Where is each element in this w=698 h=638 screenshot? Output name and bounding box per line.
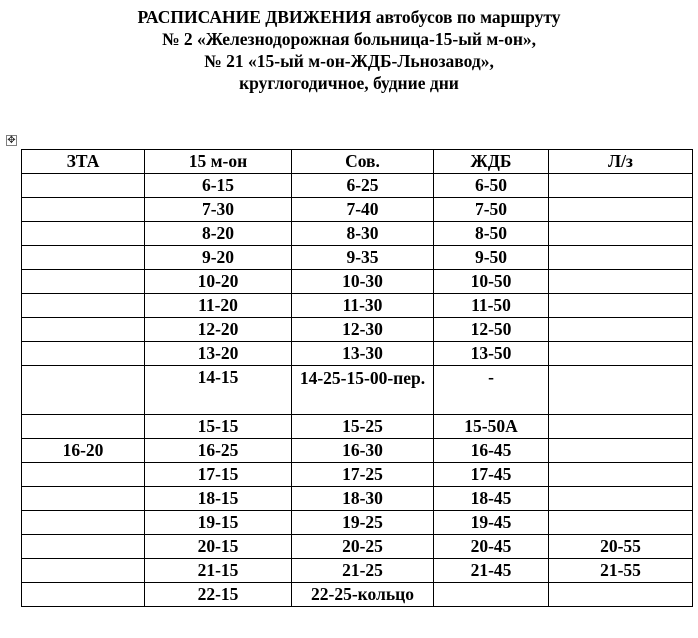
table-cell: 7-30 (145, 198, 292, 222)
table-cell: 21-55 (549, 559, 693, 583)
table-cell: 21-25 (292, 559, 434, 583)
table-cell: 6-50 (434, 174, 549, 198)
table-cell: 13-50 (434, 342, 549, 366)
table-cell (549, 439, 693, 463)
schedule-title (0, 6, 698, 94)
table-cell: 12-20 (145, 318, 292, 342)
table-cell: 19-45 (434, 511, 549, 535)
schedule-table (21, 149, 693, 607)
table-cell: 20-55 (549, 535, 693, 559)
table-cell: 17-25 (292, 463, 434, 487)
table-cell: 10-50 (434, 270, 549, 294)
table-cell: 7-40 (292, 198, 434, 222)
table-row (22, 270, 693, 294)
table-cell: 20-25 (292, 535, 434, 559)
table-cell (22, 559, 145, 583)
table-cell: 6-15 (145, 174, 292, 198)
table-row (22, 294, 693, 318)
table-cell (22, 174, 145, 198)
table-cell (22, 318, 145, 342)
table-cell (22, 246, 145, 270)
table-cell (549, 366, 693, 415)
column-header: Л/з (549, 150, 693, 174)
table-row (22, 366, 693, 415)
table-row (22, 174, 693, 198)
table-cell (549, 198, 693, 222)
table-cell (549, 318, 693, 342)
column-header: 15 м-он (145, 150, 292, 174)
table-row (22, 342, 693, 366)
table-cell: 9-20 (145, 246, 292, 270)
table-cell (549, 583, 693, 607)
table-row (22, 222, 693, 246)
table-row (22, 246, 693, 270)
table-cell: - (434, 366, 549, 415)
table-cell: 18-15 (145, 487, 292, 511)
table-cell: 17-15 (145, 463, 292, 487)
table-cell: 8-30 (292, 222, 434, 246)
table-row (22, 318, 693, 342)
table-cell: 15-50А (434, 415, 549, 439)
table-cell: 9-35 (292, 246, 434, 270)
table-cell: 18-30 (292, 487, 434, 511)
table-cell (22, 366, 145, 415)
table-cell (22, 487, 145, 511)
table-cell: 18-45 (434, 487, 549, 511)
table-cell: 12-50 (434, 318, 549, 342)
table-row (22, 439, 693, 463)
table-cell (22, 535, 145, 559)
table-cell (549, 270, 693, 294)
table-cell: 16-25 (145, 439, 292, 463)
table-cell: 15-25 (292, 415, 434, 439)
table-cell: 7-50 (434, 198, 549, 222)
table-cell: 13-30 (292, 342, 434, 366)
table-cell: 8-50 (434, 222, 549, 246)
table-cell: 15-15 (145, 415, 292, 439)
table-cell: 16-30 (292, 439, 434, 463)
header-row (22, 150, 693, 174)
table-cell: 10-30 (292, 270, 434, 294)
table-cell (549, 246, 693, 270)
title-line-4: круглогодичное, будние дни (239, 73, 459, 93)
table-row (22, 511, 693, 535)
column-header: ЖДБ (434, 150, 549, 174)
table-cell: 19-25 (292, 511, 434, 535)
title-line-3: № 21 «15-ый м-он-ЖДБ-Льнозавод», (204, 51, 494, 71)
table-cell: 11-30 (292, 294, 434, 318)
table-cell (22, 294, 145, 318)
table-cell: 13-20 (145, 342, 292, 366)
table-cell: 9-50 (434, 246, 549, 270)
table-row (22, 535, 693, 559)
table-cell: 11-50 (434, 294, 549, 318)
table-cell (22, 463, 145, 487)
table-cell: 22-25-кольцо (292, 583, 434, 607)
table-row (22, 583, 693, 607)
table-cell: 22-15 (145, 583, 292, 607)
title-line-1-bold: РАСПИСАНИЕ ДВИЖЕНИЯ (137, 7, 372, 27)
table-cell: 19-15 (145, 511, 292, 535)
table-cell (22, 583, 145, 607)
table-cell (549, 174, 693, 198)
table-cell: 17-45 (434, 463, 549, 487)
table-row (22, 559, 693, 583)
table-row (22, 198, 693, 222)
table-cell: 20-45 (434, 535, 549, 559)
table-cell (549, 511, 693, 535)
table-cell: 6-25 (292, 174, 434, 198)
table-cell (22, 270, 145, 294)
table-cell (22, 198, 145, 222)
table-cell: 21-15 (145, 559, 292, 583)
column-header: ЗТА (22, 150, 145, 174)
column-header: Сов. (292, 150, 434, 174)
table-row (22, 487, 693, 511)
table-cell: 14-15 (145, 366, 292, 415)
title-line-1 (0, 6, 698, 28)
table-cell (22, 415, 145, 439)
table-cell (22, 342, 145, 366)
table-cell: 12-30 (292, 318, 434, 342)
table-row (22, 463, 693, 487)
table-cell: 10-20 (145, 270, 292, 294)
table-cell (549, 222, 693, 246)
table-cell (549, 463, 693, 487)
table-cell: 16-45 (434, 439, 549, 463)
table-cell: 11-20 (145, 294, 292, 318)
table-cell (22, 511, 145, 535)
title-line-1-rest: автобусов по маршруту (371, 7, 561, 27)
table-cell: 16-20 (22, 439, 145, 463)
table-cell (549, 342, 693, 366)
table-cell: 20-15 (145, 535, 292, 559)
table-cell (549, 487, 693, 511)
table-cell: 21-45 (434, 559, 549, 583)
table-cell: 8-20 (145, 222, 292, 246)
table-cell (434, 583, 549, 607)
table-row (22, 415, 693, 439)
table-cell (549, 415, 693, 439)
title-line-2: № 2 «Железнодорожная больница-15-ый м-он», (161, 29, 537, 49)
move-cross-icon[interactable]: ✥ (7, 135, 16, 146)
table-cell (22, 222, 145, 246)
table-cell (549, 294, 693, 318)
table-cell: 14-25-15-00-пер. (292, 366, 434, 415)
